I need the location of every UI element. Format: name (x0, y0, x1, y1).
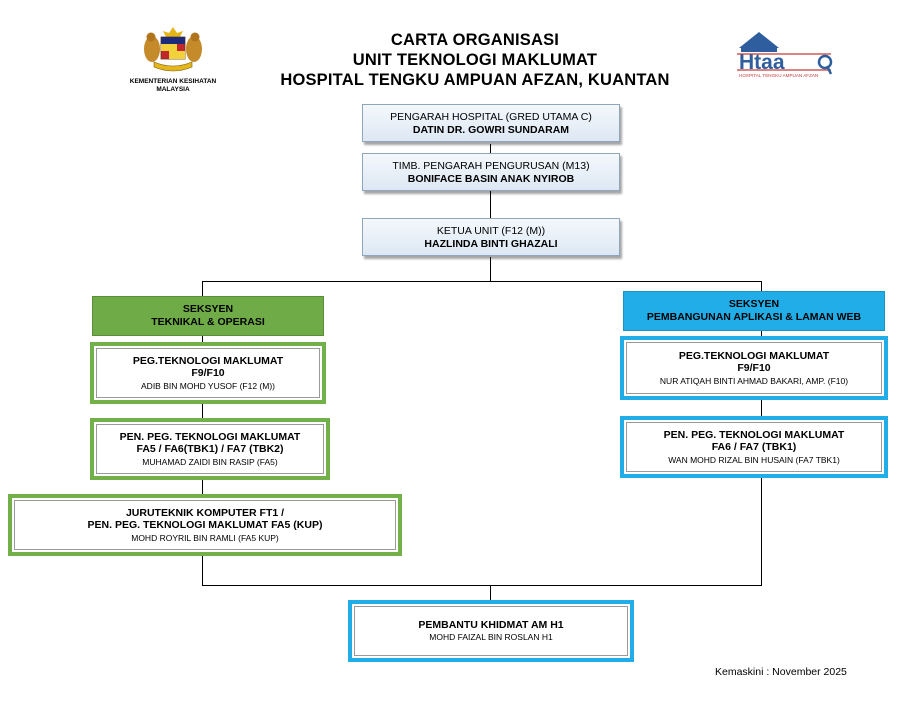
htaa-logo-text: Htaa (739, 51, 785, 74)
director-role: PENGARAH HOSPITAL (GRED UTAMA C) (390, 111, 592, 123)
left-member-3-person: MOHD ROYRIL BIN RAMLI (FA5 KUP) (131, 532, 279, 543)
right-member-1-person: NUR ATIQAH BINTI AHMAD BAKARI, AMP. (F10) (659, 375, 849, 386)
ministry-caption-2: MALAYSIA (156, 86, 190, 93)
connector-horizontal-bottom (202, 585, 762, 586)
left-member-3-position-2: PEN. PEG. TEKNOLOGI MAKLUMAT FA5 (KUP) (87, 519, 323, 531)
right-member-box-1 (620, 336, 888, 400)
bottom-member-inner (354, 606, 628, 656)
bottom-member-person: MOHD FAIZAL BIN ROSLAN H1 (429, 632, 553, 643)
title-line-3: HOSPITAL TENGKU AMPUAN AFZAN, KUANTAN (280, 71, 670, 89)
left-member-inner-3 (14, 500, 396, 550)
htaa-logo-icon (735, 26, 835, 82)
left-member-1-position-2: F9/F10 (191, 367, 225, 379)
right-member-box-2 (620, 416, 888, 478)
unit-head-role: KETUA UNIT (F12 (M)) (436, 225, 546, 237)
bottom-member-box (348, 600, 634, 662)
left-member-box-2 (90, 418, 330, 480)
right-member-2-position-1: PEN. PEG. TEKNOLOGI MAKLUMAT (663, 428, 845, 441)
coat-of-arms-icon (136, 26, 210, 72)
right-member-inner-1 (626, 342, 882, 394)
deputy-director-role: TIMB. PENGARAH PENGURUSAN (M13) (392, 160, 590, 172)
left-member-1-person: ADIB BIN MOHD YUSOF (F12 (M)) (141, 380, 275, 391)
right-member-2-position-2: FA6 / FA7 (TBK1) (711, 441, 797, 453)
section-app-web-header (623, 291, 885, 331)
deputy-director-box (362, 153, 620, 191)
connector-horizontal-top (202, 281, 762, 282)
unit-head-name: HAZLINDA BINTI GHAZALI (424, 238, 558, 250)
director-box (362, 104, 620, 142)
left-member-inner-2 (96, 424, 324, 474)
htaa-logo-tagline: HOSPITAL TENGKU AMPUAN AFZAN (739, 73, 819, 78)
section-technical-operations-header (92, 296, 324, 336)
ministry-caption-1: KEMENTERIAN KESIHATAN (129, 78, 217, 85)
right-member-1-position-2: F9/F10 (737, 362, 771, 374)
ministry-logo (118, 26, 228, 94)
section-right-title-2: PEMBANGUNAN APLIKASI & LAMAN WEB (646, 311, 862, 323)
right-member-inner-2 (626, 422, 882, 472)
left-member-box-1 (90, 342, 326, 404)
right-member-2-person: WAN MOHD RIZAL BIN HUSAIN (FA7 TBK1) (668, 454, 840, 465)
left-member-3-position-1: JURUTEKNIK KOMPUTER FT1 / (125, 506, 285, 519)
title-line-1: CARTA ORGANISASI (390, 31, 560, 49)
unit-head-box (362, 218, 620, 256)
connector-unit-down (490, 257, 491, 281)
bottom-member-position: PEMBANTU KHIDMAT AM H1 (418, 618, 564, 631)
title-line-2: UNIT TEKNOLOGI MAKLUMAT (352, 51, 598, 69)
left-member-1-position-1: PEG.TEKNOLOGI MAKLUMAT (132, 354, 284, 367)
updated-date: Kemaskini : November 2025 (715, 666, 847, 678)
left-member-2-position-2: FA5 / FA6(TBK1) / FA7 (TBK2) (136, 443, 284, 455)
left-member-2-position-1: PEN. PEG. TEKNOLOGI MAKLUMAT (119, 430, 301, 443)
section-left-title-2: TEKNIKAL & OPERASI (151, 316, 265, 328)
section-left-title-1: SEKSYEN (182, 303, 234, 315)
director-name: DATIN DR. GOWRI SUNDARAM (412, 124, 570, 136)
deputy-director-name: BONIFACE BASIN ANAK NYIROB (407, 173, 575, 185)
left-member-2-person: MUHAMAD ZAIDI BIN RASIP (FA5) (142, 456, 278, 467)
chart-title (250, 30, 700, 90)
section-right-title-1: SEKSYEN (728, 298, 780, 310)
right-member-1-position-1: PEG.TEKNOLOGI MAKLUMAT (678, 349, 830, 362)
htaa-logo (735, 26, 835, 82)
left-member-inner-1 (96, 348, 320, 398)
left-member-box-3 (8, 494, 402, 556)
